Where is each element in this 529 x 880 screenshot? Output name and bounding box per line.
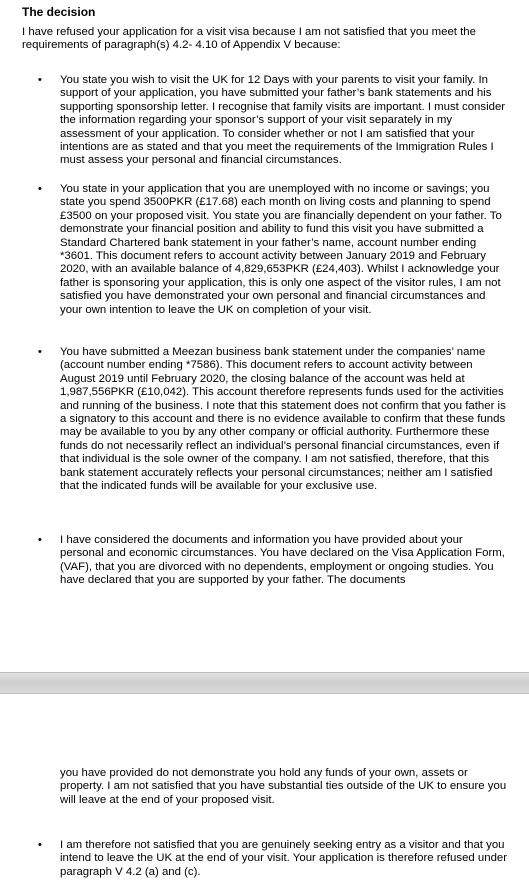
bullet-marker: • (38, 346, 42, 358)
bullet-item-5 (38, 839, 508, 879)
decision-heading: The decision (22, 5, 96, 19)
bullet-item-2 (38, 183, 508, 317)
bullet-text: You state you wish to visit the UK for 12 Days with your parents to visit your family. In support of your application, you have submitted your father’s bank statements and his supporting sponsorship letter. I recognise that family visits are important. I must consider the information regarding your sponsor’s support of your visit separately in my assessment of your application. To consider whether or not I am satisfied that your intentions are as stated and that you meet the requirements of the Immigration Rules I must assess your personal and financial circumstances. (60, 74, 506, 167)
intro-paragraph: I have refused your application for a visit visa because I am not satisfied that you meet the requirements of paragraph(s) 4.2- 4.10 of Appendix V because: (22, 26, 476, 52)
bullet-marker: • (38, 534, 42, 546)
bullet-marker: • (38, 74, 42, 86)
bullet-text: I am therefore not satisfied that you are genuinely seeking entry as a visitor and that you intend to leave the UK at the end of your visit. Your application is therefore refused under paragraph V 4.2 (a) and (c). (60, 839, 508, 878)
bullet-item-3 (38, 346, 508, 493)
continuation-paragraph: you have provided do not demonstrate you hold any funds of your own, assets or property. I am not satisfied that you have substantial ties outside of the UK to ensure you will leave at the end of your proposed visit. (60, 767, 507, 806)
page-break-divider (0, 672, 529, 694)
bullet-item-4 (38, 534, 508, 588)
bullet-marker: • (38, 839, 42, 851)
document-page-2 (0, 694, 529, 880)
bullet-text: You state in your application that you are unemployed with no income or savings; you state you spend 3500PKR (£17.68) each month on living costs and planning to spend £3500 on your proposed visit. You state you are financially dependent on your father. To demonstrate your financial position and ability to fund this visit you have submitted a Standard Chartered bank statement in your father’s name, account number ending *3601. This document refers to account activity between January 2019 and February 2020, with an available balance of 4,829,653PKR (£24,403). Whilst I acknowledge your father is sponsoring your application, this is only one aspect of the visitor rules, I am not satisfied you have demonstrated your own personal and financial circumstances and your own intention to leave the UK on completion of your visit. (60, 183, 502, 316)
bullet-text: I have considered the documents and information you have provided about your personal and economic circumstances. You have declared on the Visa Application Form, (VAF), that you are divorced with no dependents, employment or ongoing studies. You have declared that you are supported by your father. The documents (60, 534, 505, 587)
bullet-marker: • (38, 183, 42, 195)
bullet-text: You have submitted a Meezan business bank statement under the companies’ name (account number ending *7586). This document refers to account activity between August 2019 until February 2020, the closing balance of the account was held at 1,987,556PKR (£10,042). This account therefore represents funds used for the activities and running of the business. I note that this statement does not confirm that you father is a signatory to this account and there is no evidence available to confirm that these funds may be available to you by any other company or official authority. Furthermore these funds do not necessarily reflect an individual’s personal financial circumstances, even if that individual is the sole owner of the company. I am not satisfied, therefore, that this bank statement accurately reflects your personal circumstances; neither am I satisfied that the indicated funds will be available for your exclusive use. (60, 346, 506, 493)
bullet-item-1 (38, 74, 508, 168)
